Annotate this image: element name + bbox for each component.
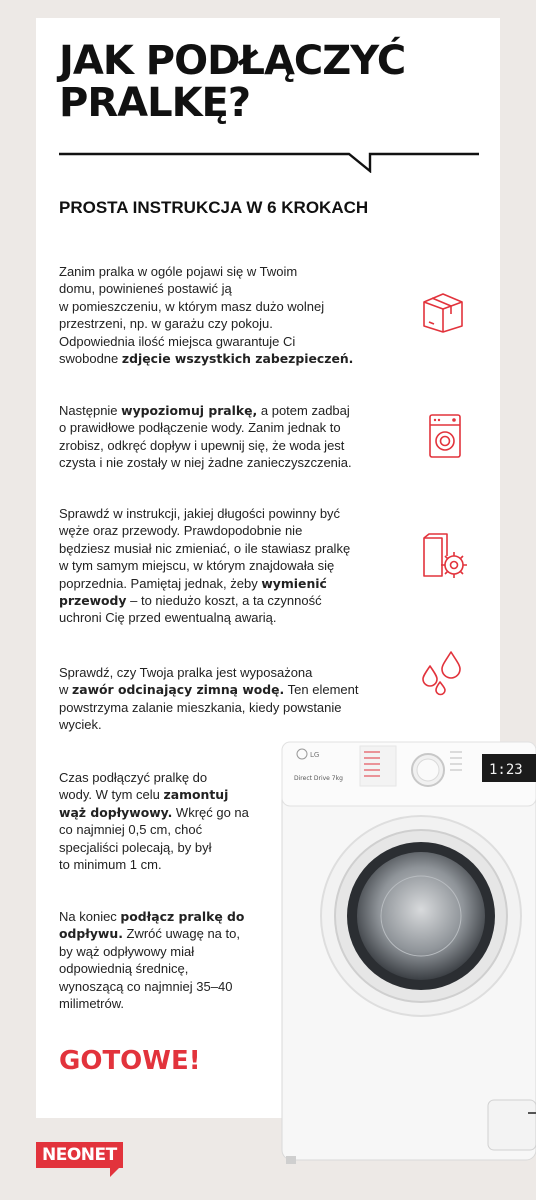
step-2-text <box>59 402 352 472</box>
text-line: o prawidłowe podłączenie wody. Zanim jednak to <box>59 420 341 436</box>
washer-model-label: Direct Drive 7kg <box>294 775 343 782</box>
text-line: co najmniej 0,5 cm, choć <box>59 822 203 838</box>
text-line: domu, powinieneś postawić ją <box>59 281 232 297</box>
title-line-2: PRALKĘ? <box>59 80 251 126</box>
page-title <box>59 40 499 124</box>
subtitle: PROSTA INSTRUKCJA W 6 KROKACH <box>59 198 369 217</box>
speech-bubble-rule <box>59 151 479 173</box>
neonet-logo: NEONET <box>36 1142 123 1168</box>
text-line: wąż dopływowy. Wkręć go na <box>59 804 249 820</box>
text-line: węże oraz przewody. Prawdopodobnie nie <box>59 523 303 539</box>
text-line: Następnie wypoziomuj pralkę, a potem zadbaj <box>59 403 350 418</box>
emphasis: podłącz pralkę do <box>120 909 245 924</box>
logo-tail <box>110 1168 119 1177</box>
step-5-text <box>59 769 249 873</box>
emphasis: wymienić <box>261 575 327 591</box>
text-line: swobodne zdjęcie wszystkich zabezpieczeń. <box>59 351 354 367</box>
text-line: Czas podłączyć pralkę do <box>59 770 208 785</box>
text-line: odpowiednią średnicę, <box>59 961 189 977</box>
text-line: będziesz musiał nic zmieniać, o ile stawiasz pralkę <box>59 540 351 556</box>
step-6-text <box>59 908 244 1012</box>
done-heading: GOTOWE! <box>59 1046 201 1076</box>
washer-display-readout: 1:23 <box>489 762 523 778</box>
text-line: Odpowiednia ilość miejsca gwarantuje Ci <box>59 333 296 349</box>
text-line: poprzednia. Pamiętaj jednak, żeby wymienić <box>59 575 327 591</box>
step-3-text <box>59 505 350 627</box>
manual-gear-icon <box>420 532 468 582</box>
text-line: w tym samym miejscu, w którym znajdowała się <box>59 558 335 574</box>
text-line: Sprawdź w instrukcji, jakiej długości powinny być <box>59 506 341 521</box>
step-4-text <box>59 664 358 734</box>
text-line: Na koniec podłącz pralkę do <box>59 909 245 924</box>
washing-machine-icon <box>428 413 462 459</box>
text-line: wyciek. <box>59 717 102 733</box>
text-line: Sprawdź, czy Twoja pralka jest wyposażona <box>59 665 313 680</box>
emphasis: zawór odcinający zimną wodę. <box>72 682 285 698</box>
text-line: w zawór odcinający zimną wodę. Ten element <box>59 682 359 698</box>
box-icon <box>420 290 466 334</box>
text-line: odpływu. Zwróć uwagę na to, <box>59 926 240 942</box>
text-line: wody. W tym celu zamontuj <box>59 787 229 803</box>
text-line: powstrzyma zalanie mieszkania, kiedy powstanie <box>59 699 342 715</box>
text-line: czysta i nie zostały w niej żadne zanieczyszczenia. <box>59 455 352 471</box>
step-1-text <box>59 263 353 367</box>
text-line: milimetrów. <box>59 996 125 1012</box>
emphasis: zamontuj <box>163 787 229 803</box>
emphasis: przewody <box>59 593 127 609</box>
text-line: przewody – to niedużo koszt, a ta czynność <box>59 593 322 609</box>
emphasis: odpływu. <box>59 926 123 942</box>
washer-brand-label: LG <box>310 751 320 759</box>
washing-machine-image <box>276 740 536 1170</box>
water-drops-icon <box>420 648 464 696</box>
text-line: zrobisz, odkręć dopływ i upewnij się, że woda jest <box>59 437 345 453</box>
text-line: przestrzeni, np. w garażu czy pokoju. <box>59 316 273 332</box>
title-line-1: JAK PODŁĄCZYĆ <box>59 38 406 84</box>
text-line: w pomieszczeniu, w którym masz dużo wolnej <box>59 298 325 314</box>
text-line: to minimum 1 cm. <box>59 857 162 873</box>
text-line: wynoszącą co najmniej 35–40 <box>59 978 233 994</box>
emphasis: wypoziomuj pralkę, <box>121 403 258 418</box>
text-line: uchroni Cię przed ewentualną awarią. <box>59 610 277 626</box>
emphasis: zdjęcie wszystkich zabezpieczeń. <box>121 351 354 367</box>
text-line: by wąż odpływowy miał <box>59 943 195 959</box>
text-line: Zanim pralka w ogóle pojawi się w Twoim <box>59 264 298 279</box>
emphasis: wąż dopływowy. <box>59 804 173 820</box>
text-line: specjaliści polecają, by był <box>59 839 212 855</box>
